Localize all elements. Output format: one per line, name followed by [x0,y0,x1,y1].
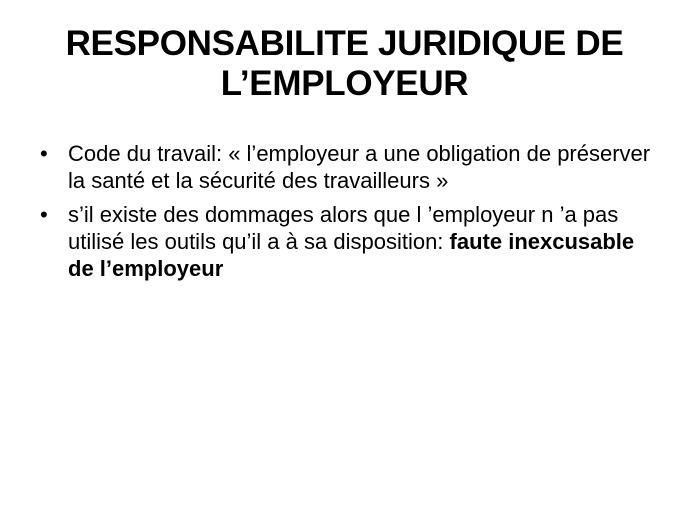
bullet-list [40,140,660,289]
bullet-dot-icon: • [40,202,48,227]
bullet-item-code-du-travail [40,140,660,194]
bullet-item-faute-inexcusable [40,201,660,282]
slide-title-line-1: RESPONSABILITE JURIDIQUE DE [65,24,624,63]
slide-title [20,24,669,104]
bullet-text: s’il existe des dommages alors que l ’employeur n ’a pas utilisé les outils qu’il a à sa disposition: [68,202,619,254]
bullet-dot-icon: • [40,141,48,166]
slide-title-line-2: L’EMPLOYEUR [220,64,469,103]
bullet-bold-text: faute inexcusable de l’employeur [68,229,635,281]
bullet-text: Code du travail: « l’employeur a une obligation de préserver la santé et la sécurité des travailleurs » [68,141,651,193]
